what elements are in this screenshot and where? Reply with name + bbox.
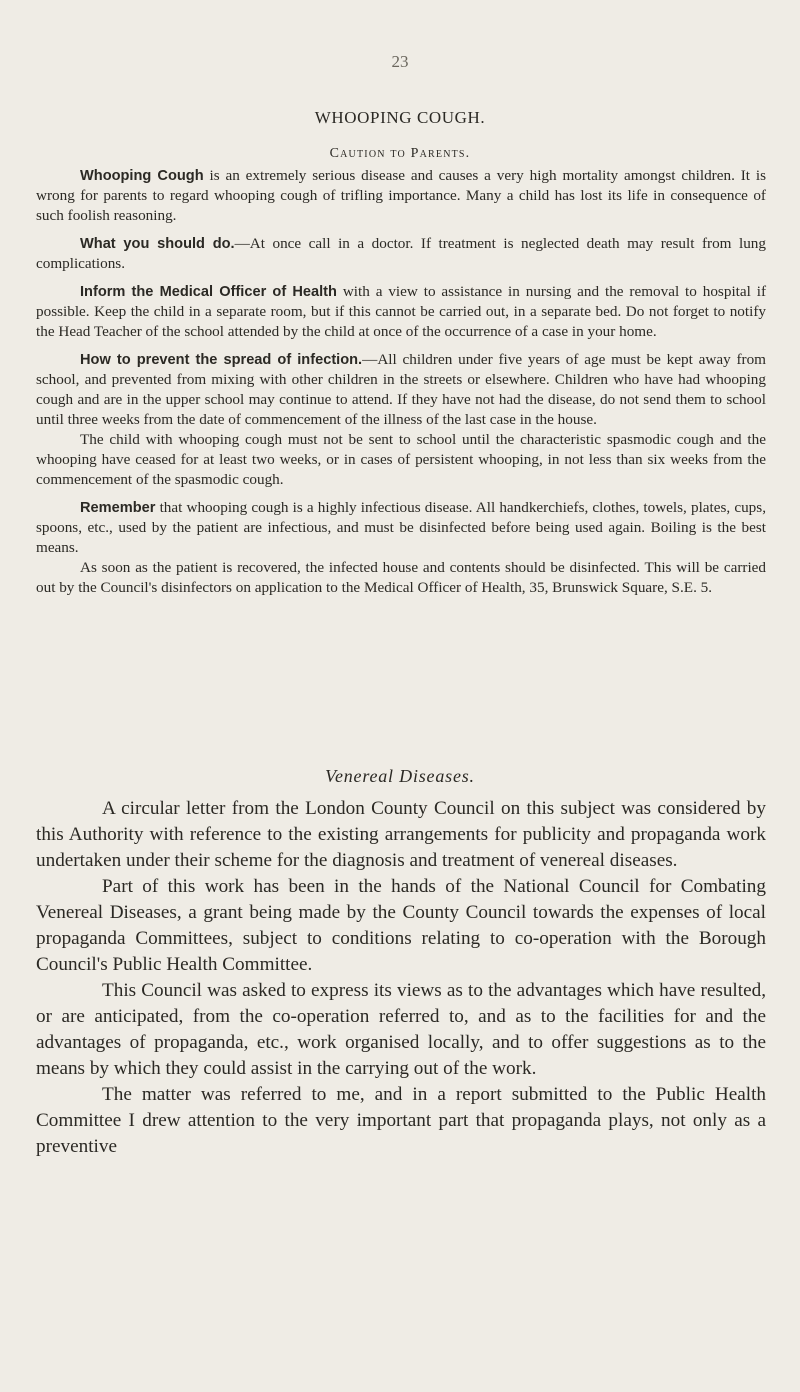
- paragraph-text: —All children under five years of age must be kept away from school, and prevented from mixing with other children in the streets or elsewhere. Children who have had whooping cough and are in the upper school may continue to attend. If they have not had the disease, do not send them to school until three weeks from the date of commencement of the illness of the last case in the house.: [36, 351, 766, 428]
- paragraph-lead: Inform the Medical Officer of Health: [80, 284, 337, 300]
- paragraph-text: The child with whooping cough must not be sent to school until the characteristic spasmodic cough and the whooping have ceased for at least two weeks, or in cases of persistent whooping, in not less than six weeks from the commencement of the spasmodic cough.: [36, 431, 766, 488]
- paragraph: [36, 234, 766, 274]
- paragraph: [36, 558, 766, 598]
- paragraph: The matter was referred to me, and in a report submitted to the Public Health Committee I drew attention to the very important part that propaganda plays, not only as a preventive: [36, 1084, 766, 1157]
- section-title: WHOOPING COUGH.: [314, 108, 486, 127]
- paragraph-text: that whooping cough is a highly infectious disease. All handkerchiefs, clothes, towels, plates, cups, spoons, etc., used by the patient are infectious, and must be disinfected before being used again. Boiling is the best means.: [36, 499, 766, 556]
- page-number: 23: [391, 52, 409, 71]
- section-subtitle: Caution to Parents.: [329, 146, 471, 161]
- paragraph: [36, 282, 766, 342]
- paragraph-lead: Remember: [80, 500, 156, 516]
- venereal-diseases-title: Venereal Diseases.: [325, 766, 475, 786]
- paragraph: Part of this work has been in the hands of the National Council for Combating Venereal Diseases, a grant being made by the County Council towards the expenses of local propaganda Committees, subject to conditions relating to co-operation with the Borough Council's Public Health Committee.: [36, 876, 766, 975]
- paragraph-text: As soon as the patient is recovered, the infected house and contents should be disinfected. This will be carried out by the Council's disinfectors on application to the Medical Officer of Health, 35, Brunswick Square, S.E. 5.: [36, 559, 766, 596]
- whooping-cough-section: [36, 166, 766, 606]
- paragraph-text: with a view to assistance in nursing and the removal to hospital if possible. Keep the child in a separate room, but if this cannot be carried out, in a separate bed. Do not forget to notify the Head Teacher of the school attended by the child at once of the occurrence of a case in your home.: [36, 283, 766, 340]
- paragraph: A circular letter from the London County Council on this subject was considered by this Authority with reference to the existing arrangements for publicity and propaganda work undertaken under their scheme for the diagnosis and treatment of venereal diseases.: [36, 798, 766, 871]
- paragraph-lead: Whooping Cough: [80, 168, 204, 184]
- paragraph: [36, 350, 766, 430]
- paragraph-text: —At once call in a doctor. If treatment is neglected death may result from lung complications.: [36, 235, 766, 272]
- paragraph-text: is an extremely serious disease and causes a very high mortality amongst children. It is wrong for parents to regard whooping cough of trifling importance. Many a child has lost its life in consequence of such foolish reasoning.: [36, 167, 766, 224]
- venereal-diseases-section: [36, 796, 766, 1160]
- paragraph-lead: What you should do.: [80, 236, 235, 252]
- paragraph: This Council was asked to express its views as to the advantages which have resulted, or are anticipated, from the co-operation referred to, and as to the facilities for and the advantages of propaganda, etc., work organised locally, and to offer suggestions as to the means by which they could assist in the carrying out of the work.: [36, 980, 766, 1079]
- paragraph: [36, 430, 766, 490]
- paragraph-lead: How to prevent the spread of infection.: [80, 352, 363, 368]
- paragraph: [36, 498, 766, 558]
- paragraph: [36, 166, 766, 226]
